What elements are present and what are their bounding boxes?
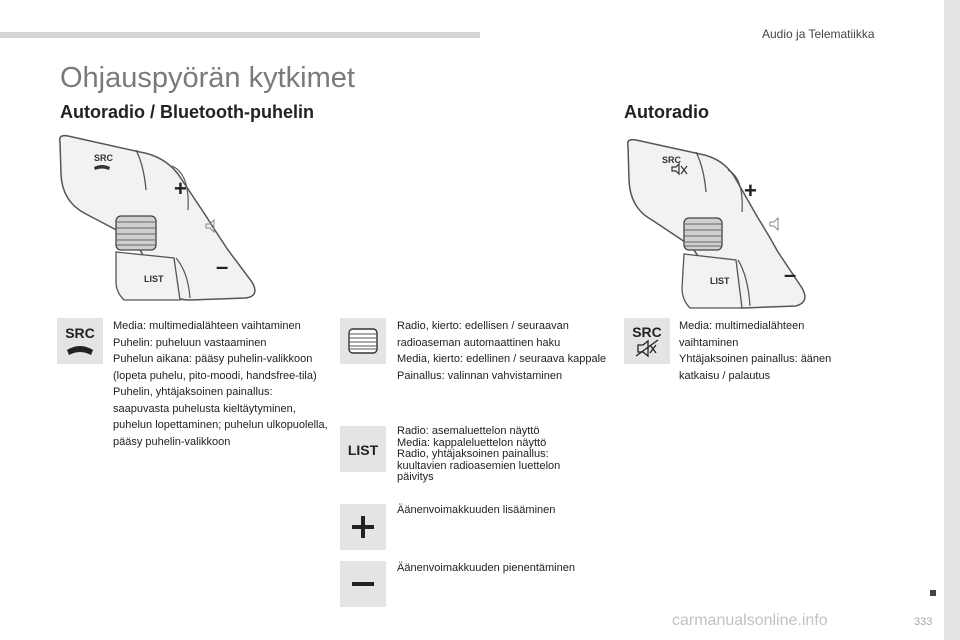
list-description: Radio: asemaluettelon näyttö Media: kappaleluettelon näyttö Radio, yhtäjaksoinen painallus: kuultavien radioasemien luettelon päivitys [397, 425, 561, 483]
right-section-heading: Autoradio [624, 102, 709, 122]
src-mute-description: Media: multimedialähteen vaihtaminen Yhtäjaksoinen painallus: äänen katkaisu / palautus [679, 320, 832, 382]
header-rule [0, 32, 480, 38]
wheel-src-mute-label: SRC [662, 155, 682, 165]
scroll-wheel-icon [340, 318, 386, 364]
footer-marker [930, 590, 936, 596]
list-icon [340, 426, 386, 472]
wheel-list-label: LIST [144, 274, 164, 284]
watermark: carmanualsonline.info [672, 612, 828, 629]
svg-text:SRC: SRC [65, 325, 95, 341]
wheel-plus-label: + [174, 176, 187, 201]
section-header: Audio ja Telematiikka [762, 27, 875, 41]
src-phone-description: Media: multimedialähteen vaihtaminen Puhelin: puheluun vastaaminen Puhelun aikana: pääsy puhelin-valikkoon (lopeta puhelu, pito-moodi, handsfree-tila) Puhelin, yhtäjaksoinen painallus: saapuvasta puhelusta kieltäytyminen, puhelun lopettaminen; puhelun ulkopuolella, pääsy puhelin-valikkoon [113, 320, 328, 448]
page-edge-bar [944, 0, 960, 640]
steering-control-left-illustration [56, 132, 266, 302]
wheel-right-minus-label: – [784, 262, 797, 287]
svg-text:SRC: SRC [632, 324, 662, 340]
left-section-heading: Autoradio / Bluetooth-puhelin [60, 102, 314, 122]
svg-text:LIST: LIST [347, 442, 379, 458]
page-number: 333 [914, 616, 933, 628]
wheel-minus-label: – [216, 254, 229, 279]
page-title: Ohjauspyörän kytkimet [60, 62, 355, 94]
minus-icon [340, 561, 386, 607]
wheel-right-plus-label: + [744, 178, 757, 203]
src-mute-icon [624, 318, 670, 364]
minus-description: Äänenvoimakkuuden pienentäminen [397, 562, 575, 574]
scroll-wheel-description: Radio, kierto: edellisen / seuraavan radioaseman automaattinen haku Media, kierto: edellinen / seuraava kappale Painallus: valinnan vahvistaminen [397, 320, 607, 382]
src-phone-icon [57, 318, 103, 364]
wheel-right-list-label: LIST [710, 276, 730, 286]
plus-icon [340, 504, 386, 550]
plus-description: Äänenvoimakkuuden lisääminen [397, 504, 556, 516]
wheel-src-label: SRC [94, 153, 114, 163]
steering-control-right-illustration [624, 136, 816, 314]
